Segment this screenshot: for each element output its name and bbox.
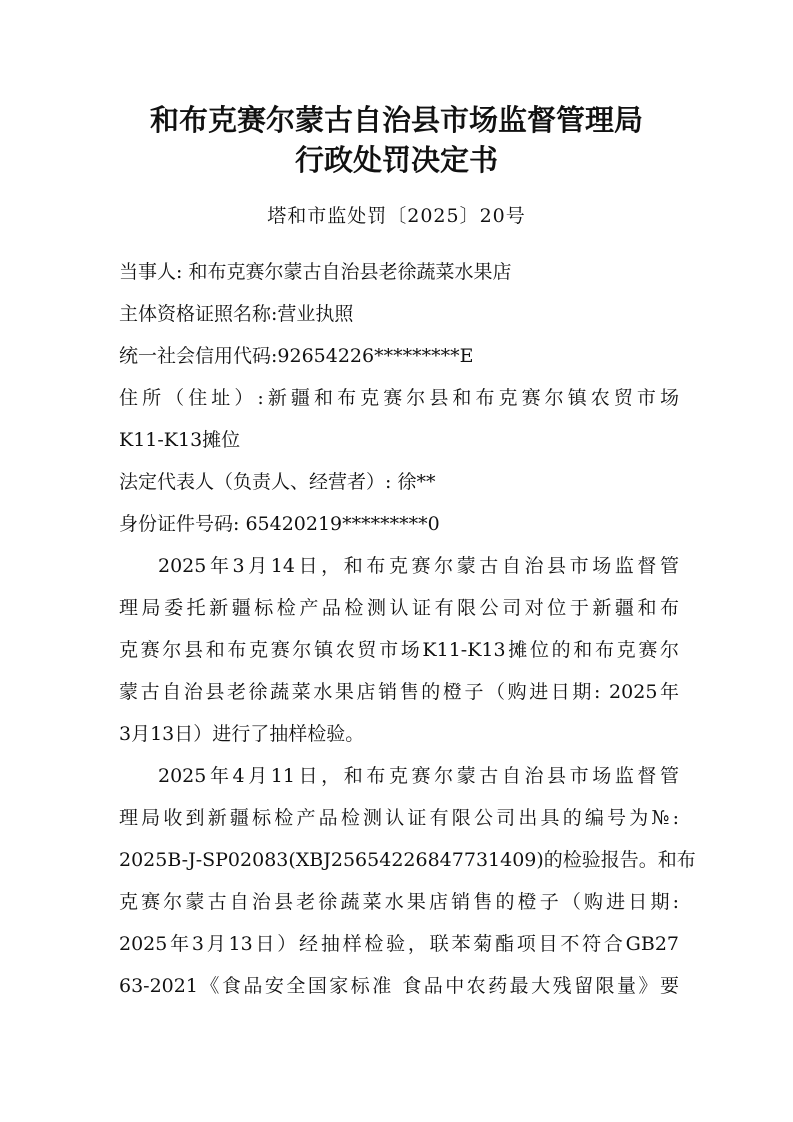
paragraph2-line: 克赛尔蒙古自治县老徐蔬菜水果店销售的橙子（购进日期:	[119, 891, 679, 913]
paragraph2-line: 2025年3月13日）经抽样检验，联苯菊酯项目不符合GB27	[119, 933, 679, 955]
paragraph1-line: 3月13日）进行了抽样检验。	[119, 723, 365, 745]
document-title-line1: 和布克赛尔蒙古自治县市场监督管理局	[149, 103, 643, 137]
paragraph2-line: 理局收到新疆标检产品检测认证有限公司出具的编号为№:	[119, 807, 679, 829]
id-number-field: 身份证件号码: 65420219*********0	[119, 513, 440, 535]
credit-code-field: 统一社会信用代码:92654226*********E	[119, 345, 474, 367]
paragraph2-line: 2025B-J-SP02083(XBJ25654226847731409)的检验报告。和布	[119, 849, 696, 871]
paragraph1-line: 克赛尔县和布克赛尔镇农贸市场K11-K13摊位的和布克赛尔	[119, 639, 679, 661]
document-title-line2: 行政处罚决定书	[294, 143, 498, 177]
document-number: 塔和市监处罚〔2025〕20号	[267, 205, 526, 227]
paragraph2-line: 2025年4月11日，和布克赛尔蒙古自治县市场监督管	[158, 765, 679, 787]
legal-representative-field: 法定代表人（负责人、经营者）: 徐**	[119, 471, 436, 493]
license-type-field: 主体资格证照名称:营业执照	[119, 303, 354, 325]
party-name-field: 当事人: 和布克赛尔蒙古自治县老徐蔬菜水果店	[119, 261, 512, 283]
address-field-continued: K11-K13摊位	[119, 429, 241, 451]
paragraph1-line: 蒙古自治县老徐蔬菜水果店销售的橙子（购进日期: 2025年	[119, 681, 679, 703]
paragraph1-line: 理局委托新疆标检产品检测认证有限公司对位于新疆和布	[119, 597, 679, 619]
paragraph2-line: 63-2021《食品安全国家标准 食品中农药最大残留限量》要	[119, 975, 679, 997]
paragraph1-line: 2025年3月14日，和布克赛尔蒙古自治县市场监督管	[158, 555, 679, 577]
address-field: 住所（住址）:新疆和布克赛尔县和布克赛尔镇农贸市场	[119, 387, 679, 409]
